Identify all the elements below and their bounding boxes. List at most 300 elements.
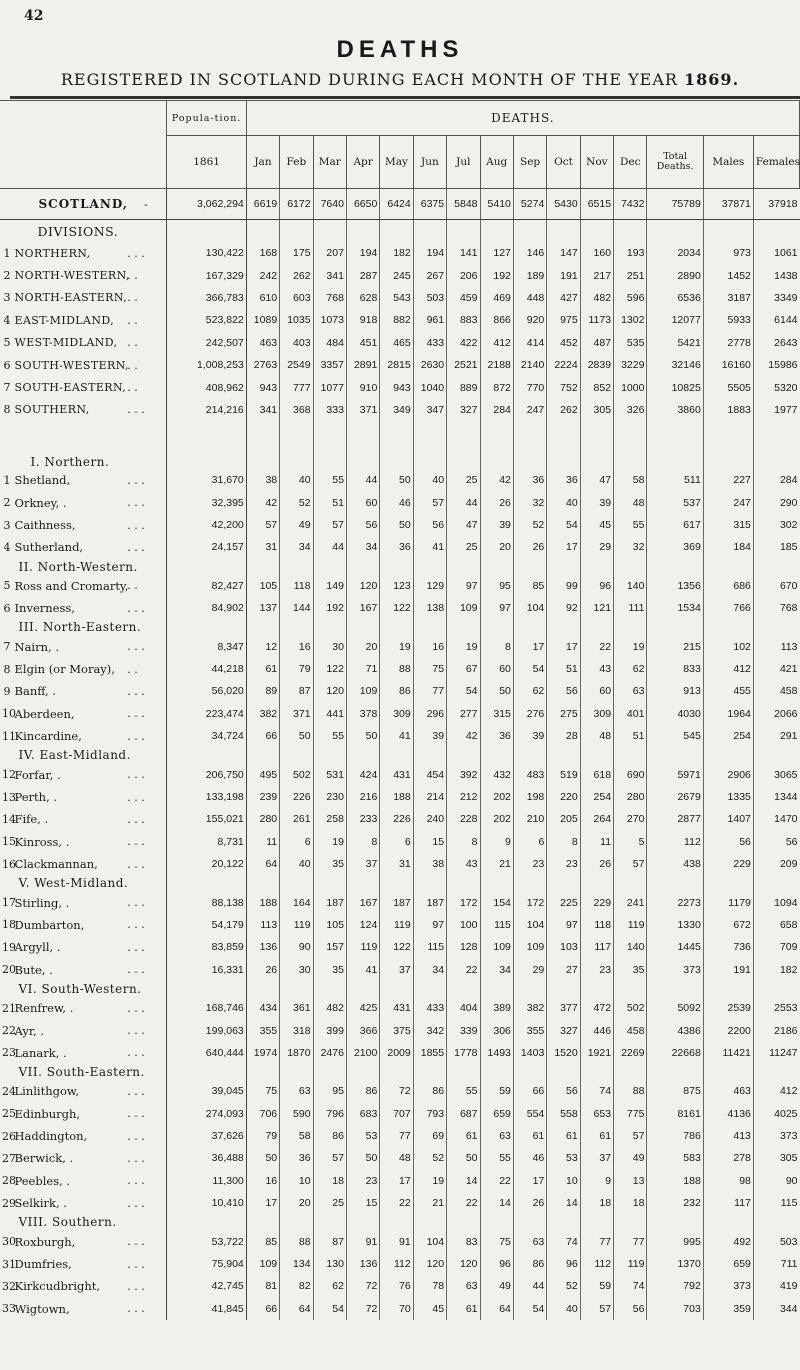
month-value: 17: [547, 536, 580, 558]
total-value: 4030: [647, 703, 703, 725]
females-value: 302: [753, 514, 799, 536]
row-dots: . . .: [127, 684, 145, 698]
table-row: [0, 492, 800, 514]
month-value: 128: [447, 936, 480, 958]
row-index: 13: [2, 790, 16, 804]
row-dots: . . .: [127, 1024, 145, 1038]
males-value: 1452: [703, 264, 753, 286]
empty-cell: [167, 1214, 246, 1230]
month-value: 38: [413, 853, 446, 875]
males-value: 117: [703, 1192, 753, 1214]
population-value: 42,200: [167, 514, 246, 536]
empty-cell: [513, 559, 546, 575]
empty-cell: [346, 875, 379, 891]
month-value: 17: [547, 635, 580, 657]
females-value: 1094: [753, 891, 799, 913]
table-row: [0, 1170, 800, 1192]
month-value: 1403: [513, 1042, 546, 1064]
month-value: 20: [346, 635, 379, 657]
month-value: 375: [380, 1019, 413, 1041]
females-value: 658: [753, 914, 799, 936]
month-value: 44: [447, 492, 480, 514]
header-males: Males: [703, 136, 753, 189]
empty-cell: [580, 559, 613, 575]
month-value: 412: [480, 332, 513, 354]
section-heading: VIII. Southern.: [18, 1215, 117, 1230]
month-value: 36: [480, 725, 513, 747]
month-value: 361: [280, 997, 313, 1019]
month-value: 160: [580, 242, 613, 264]
females-value: 209: [753, 853, 799, 875]
total-value: 792: [647, 1275, 703, 1297]
row-dots: . .: [127, 313, 138, 327]
scotland-dash: -: [125, 189, 167, 220]
table-row: [0, 703, 800, 725]
row-dots: . . .: [127, 896, 145, 910]
month-value: 706: [246, 1103, 279, 1125]
header-month-dec: Dec: [614, 136, 647, 189]
empty-cell: [380, 747, 413, 763]
month-value: 431: [380, 997, 413, 1019]
empty-cell: [280, 421, 313, 443]
month-value: 441: [313, 703, 346, 725]
females-value: 412: [753, 1080, 799, 1102]
month-value: 287: [346, 264, 379, 286]
table-row: [0, 287, 800, 309]
month-value: 172: [513, 891, 546, 913]
row-dots: . . .: [127, 835, 145, 849]
month-value: 92: [547, 597, 580, 619]
month-value: 226: [280, 786, 313, 808]
empty-cell: [513, 443, 546, 469]
month-value: 182: [380, 242, 413, 264]
month-value: 26: [513, 536, 546, 558]
empty-cell: [580, 220, 613, 243]
month-value: 21: [413, 1192, 446, 1214]
males-value: 1335: [703, 786, 753, 808]
month-value: 10: [547, 1170, 580, 1192]
males-value: 2906: [703, 763, 753, 785]
month-value: 59: [480, 1080, 513, 1102]
total-value: 4386: [647, 1019, 703, 1041]
month-value: 57: [313, 514, 346, 536]
month-value: 6515: [580, 189, 613, 220]
row-dots: . . .: [127, 1235, 145, 1249]
empty-cell: [246, 421, 279, 443]
empty-cell: [480, 1064, 513, 1080]
section-heading: II. North-Western.: [18, 559, 138, 574]
month-value: 55: [480, 1147, 513, 1169]
month-value: 54: [513, 658, 546, 680]
row-dots: . . .: [127, 1046, 145, 1060]
month-value: 74: [614, 1275, 647, 1297]
population-value: 16,331: [167, 959, 246, 981]
row-index: 17: [2, 896, 16, 910]
month-value: 207: [313, 242, 346, 264]
table-row: [0, 1275, 800, 1297]
total-value: 875: [647, 1080, 703, 1102]
empty-cell: [547, 1064, 580, 1080]
header-month-apr: Apr: [346, 136, 379, 189]
females-value: 1977: [753, 399, 799, 421]
table-row: [0, 725, 800, 747]
empty-cell: [125, 421, 167, 443]
month-value: 122: [380, 597, 413, 619]
month-value: 463: [246, 332, 279, 354]
month-value: 63: [480, 1125, 513, 1147]
subtitle-year: 1869.: [684, 70, 740, 89]
month-value: 6424: [380, 189, 413, 220]
empty-cell: [167, 875, 246, 891]
month-value: 687: [447, 1103, 480, 1125]
month-value: 618: [580, 763, 613, 785]
page-number: 42: [24, 8, 44, 24]
month-value: 458: [614, 1019, 647, 1041]
row-index: 12: [2, 768, 16, 782]
males-value: 736: [703, 936, 753, 958]
month-value: 590: [280, 1103, 313, 1125]
section-heading: IV. East-Midland.: [18, 748, 131, 763]
month-value: 382: [513, 997, 546, 1019]
month-value: 172: [447, 891, 480, 913]
males-value: 37871: [703, 189, 753, 220]
row-name: SOUTH-EASTERN,: [14, 381, 127, 395]
month-value: 90: [280, 936, 313, 958]
month-value: 49: [614, 1147, 647, 1169]
month-value: 119: [346, 936, 379, 958]
empty-cell: [313, 559, 346, 575]
month-value: 14: [447, 1170, 480, 1192]
month-value: 13: [614, 1170, 647, 1192]
empty-cell: [380, 220, 413, 243]
total-value: 5092: [647, 997, 703, 1019]
month-value: 88: [614, 1080, 647, 1102]
empty-cell: [513, 619, 546, 635]
population-value: 34,724: [167, 725, 246, 747]
population-value: 523,822: [167, 309, 246, 331]
row-index: 20: [2, 963, 16, 977]
month-value: 123: [380, 575, 413, 597]
month-value: 77: [580, 1230, 613, 1252]
empty-cell: [0, 619, 13, 635]
month-value: 22: [580, 635, 613, 657]
month-value: 872: [480, 376, 513, 398]
row-name: NORTH-EASTERN,: [14, 291, 128, 305]
males-value: 227: [703, 469, 753, 491]
month-value: 77: [614, 1230, 647, 1252]
month-value: 119: [280, 914, 313, 936]
population-value: 41,845: [167, 1298, 246, 1320]
section-heading: V. West-Midland.: [18, 876, 129, 891]
month-value: 1035: [280, 309, 313, 331]
month-value: 147: [547, 242, 580, 264]
month-value: 659: [480, 1103, 513, 1125]
month-value: 51: [547, 658, 580, 680]
month-value: 2476: [313, 1042, 346, 1064]
empty-cell: [753, 619, 799, 635]
row-name: Clackmannan,: [14, 857, 98, 872]
header-females: Females: [753, 136, 799, 189]
month-value: 770: [513, 376, 546, 398]
empty-cell: [413, 875, 446, 891]
row-index: 7: [3, 640, 11, 654]
males-value: 16160: [703, 354, 753, 376]
row-name: Argyll, .: [14, 940, 61, 955]
section-heading-row: [0, 619, 800, 635]
row-index: 18: [2, 918, 16, 932]
total-value: 112: [647, 831, 703, 853]
row-index: 11: [2, 729, 16, 743]
empty-cell: [280, 875, 313, 891]
month-value: 1921: [580, 1042, 613, 1064]
row-dots: . . .: [127, 601, 145, 615]
month-value: 1855: [413, 1042, 446, 1064]
month-value: 39: [513, 725, 546, 747]
month-value: 109: [447, 597, 480, 619]
empty-cell: [0, 1214, 13, 1230]
row-dots: . . .: [127, 963, 145, 977]
month-value: 251: [614, 264, 647, 286]
month-value: 97: [413, 914, 446, 936]
month-value: 1778: [447, 1042, 480, 1064]
row-name: WEST-MIDLAND,: [14, 336, 118, 350]
month-value: 1302: [614, 309, 647, 331]
empty-cell: [513, 220, 546, 243]
row-name: Dumbarton,: [14, 917, 85, 932]
females-value: 56: [753, 831, 799, 853]
month-value: 89: [246, 680, 279, 702]
month-value: 341: [313, 264, 346, 286]
month-value: 975: [547, 309, 580, 331]
empty-cell: [346, 443, 379, 469]
row-name: Wigtown,: [14, 1301, 70, 1316]
month-value: 76: [380, 1275, 413, 1297]
month-value: 38: [246, 469, 279, 491]
table-row: [0, 1125, 800, 1147]
empty-cell: [447, 1064, 480, 1080]
month-value: 276: [513, 703, 546, 725]
month-value: 66: [246, 1298, 279, 1320]
month-value: 355: [513, 1019, 546, 1041]
month-value: 18: [580, 1192, 613, 1214]
table-row: [0, 354, 800, 376]
month-value: 226: [380, 808, 413, 830]
empty-cell: [380, 443, 413, 469]
month-value: 424: [346, 763, 379, 785]
month-value: 20: [480, 536, 513, 558]
month-value: 50: [280, 725, 313, 747]
empty-cell: [413, 1214, 446, 1230]
row-name: Elgin (or Moray),: [14, 662, 115, 677]
header-month-oct: Oct: [547, 136, 580, 189]
month-value: 100: [447, 914, 480, 936]
month-value: 267: [413, 264, 446, 286]
month-value: 9: [480, 831, 513, 853]
total-value: 438: [647, 853, 703, 875]
row-dots: . . .: [127, 1174, 145, 1188]
month-value: 36: [547, 469, 580, 491]
males-value: 247: [703, 492, 753, 514]
population-value: 133,198: [167, 786, 246, 808]
row-dots: . . .: [127, 1257, 145, 1271]
month-value: 233: [346, 808, 379, 830]
row-index: 25: [2, 1107, 16, 1121]
month-value: 433: [413, 997, 446, 1019]
empty-cell: [413, 619, 446, 635]
month-value: 451: [346, 332, 379, 354]
month-value: 20: [280, 1192, 313, 1214]
empty-cell: [547, 619, 580, 635]
month-value: 2224: [547, 354, 580, 376]
row-index: 16: [2, 857, 16, 871]
month-value: 120: [346, 575, 379, 597]
total-value: 6536: [647, 287, 703, 309]
empty-cell: [614, 981, 647, 997]
empty-cell: [647, 1064, 703, 1080]
empty-cell: [280, 1214, 313, 1230]
header-month-aug: Aug: [480, 136, 513, 189]
month-value: 144: [280, 597, 313, 619]
month-value: 19: [614, 635, 647, 657]
month-value: 216: [346, 786, 379, 808]
empty-cell: [703, 220, 753, 243]
month-value: 25: [313, 1192, 346, 1214]
month-value: 115: [413, 936, 446, 958]
month-value: 57: [614, 1125, 647, 1147]
month-value: 34: [480, 959, 513, 981]
month-value: 136: [246, 936, 279, 958]
month-value: 61: [246, 658, 279, 680]
month-value: 75: [480, 1230, 513, 1252]
total-value: 545: [647, 725, 703, 747]
total-value: 703: [647, 1298, 703, 1320]
month-value: 943: [380, 376, 413, 398]
table-row: [0, 1298, 800, 1320]
empty-cell: [246, 559, 279, 575]
empty-cell: [380, 421, 413, 443]
empty-cell: [580, 421, 613, 443]
row-index: 8: [3, 662, 11, 676]
males-value: 98: [703, 1170, 753, 1192]
month-value: 2839: [580, 354, 613, 376]
month-value: 752: [547, 376, 580, 398]
row-index: 29: [2, 1196, 16, 1210]
row-dots: . . .: [127, 496, 145, 510]
month-value: 558: [547, 1103, 580, 1125]
month-value: 6: [280, 831, 313, 853]
row-name: Kinross, .: [14, 834, 70, 849]
month-value: 6650: [346, 189, 379, 220]
empty-cell: [513, 1214, 546, 1230]
population-value: 223,474: [167, 703, 246, 725]
month-value: 47: [447, 514, 480, 536]
total-value: 232: [647, 1192, 703, 1214]
month-value: 482: [580, 287, 613, 309]
month-value: 7432: [614, 189, 647, 220]
table-body: [0, 189, 800, 1321]
month-value: 54: [547, 514, 580, 536]
row-index: 4: [3, 313, 11, 327]
month-value: 48: [580, 725, 613, 747]
month-value: 910: [346, 376, 379, 398]
month-value: 56: [547, 1080, 580, 1102]
empty-cell: [513, 981, 546, 997]
males-value: 278: [703, 1147, 753, 1169]
population-value: 3,062,294: [167, 189, 246, 220]
month-value: 254: [580, 786, 613, 808]
month-value: 75: [413, 658, 446, 680]
empty-cell: [0, 875, 13, 891]
population-value: 366,783: [167, 287, 246, 309]
month-value: 2630: [413, 354, 446, 376]
month-value: 225: [547, 891, 580, 913]
month-value: 502: [614, 997, 647, 1019]
month-value: 12: [246, 635, 279, 657]
total-value: 1445: [647, 936, 703, 958]
total-value: 188: [647, 1170, 703, 1192]
month-value: 60: [480, 658, 513, 680]
empty-cell: [167, 981, 246, 997]
month-value: 43: [447, 853, 480, 875]
month-value: 36: [380, 536, 413, 558]
month-value: 277: [447, 703, 480, 725]
month-value: 51: [614, 725, 647, 747]
month-value: 112: [580, 1253, 613, 1275]
month-value: 610: [246, 287, 279, 309]
month-value: 347: [413, 399, 446, 421]
total-value: 12077: [647, 309, 703, 331]
empty-cell: [703, 981, 753, 997]
month-value: 121: [580, 597, 613, 619]
empty-cell: [0, 1064, 13, 1080]
females-value: 90: [753, 1170, 799, 1192]
row-name: EAST-MIDLAND,: [14, 313, 115, 327]
females-value: 2066: [753, 703, 799, 725]
empty-cell: [313, 421, 346, 443]
total-value: 2679: [647, 786, 703, 808]
month-value: 242: [246, 264, 279, 286]
month-value: 95: [313, 1080, 346, 1102]
month-value: 104: [413, 1230, 446, 1252]
row-index: 26: [2, 1129, 16, 1143]
month-value: 86: [513, 1253, 546, 1275]
month-value: 46: [513, 1147, 546, 1169]
month-value: 554: [513, 1103, 546, 1125]
total-value: 2877: [647, 808, 703, 830]
empty-cell: [580, 619, 613, 635]
row-dots: . . .: [127, 1084, 145, 1098]
empty-cell: [280, 1064, 313, 1080]
section-heading-row: [0, 1214, 800, 1230]
month-value: 264: [580, 808, 613, 830]
empty-cell: [480, 875, 513, 891]
row-dots: . . .: [127, 940, 145, 954]
month-value: 191: [547, 264, 580, 286]
row-index: 3: [3, 518, 11, 532]
females-value: 3349: [753, 287, 799, 309]
month-value: 137: [246, 597, 279, 619]
empty-cell: [280, 747, 313, 763]
month-value: 167: [346, 891, 379, 913]
population-value: 32,395: [167, 492, 246, 514]
males-value: 2778: [703, 332, 753, 354]
month-value: 683: [346, 1103, 379, 1125]
total-value: 583: [647, 1147, 703, 1169]
females-value: 2643: [753, 332, 799, 354]
row-name: Nairn, .: [14, 639, 59, 654]
row-index: 6: [3, 601, 11, 615]
empty-cell: [447, 443, 480, 469]
